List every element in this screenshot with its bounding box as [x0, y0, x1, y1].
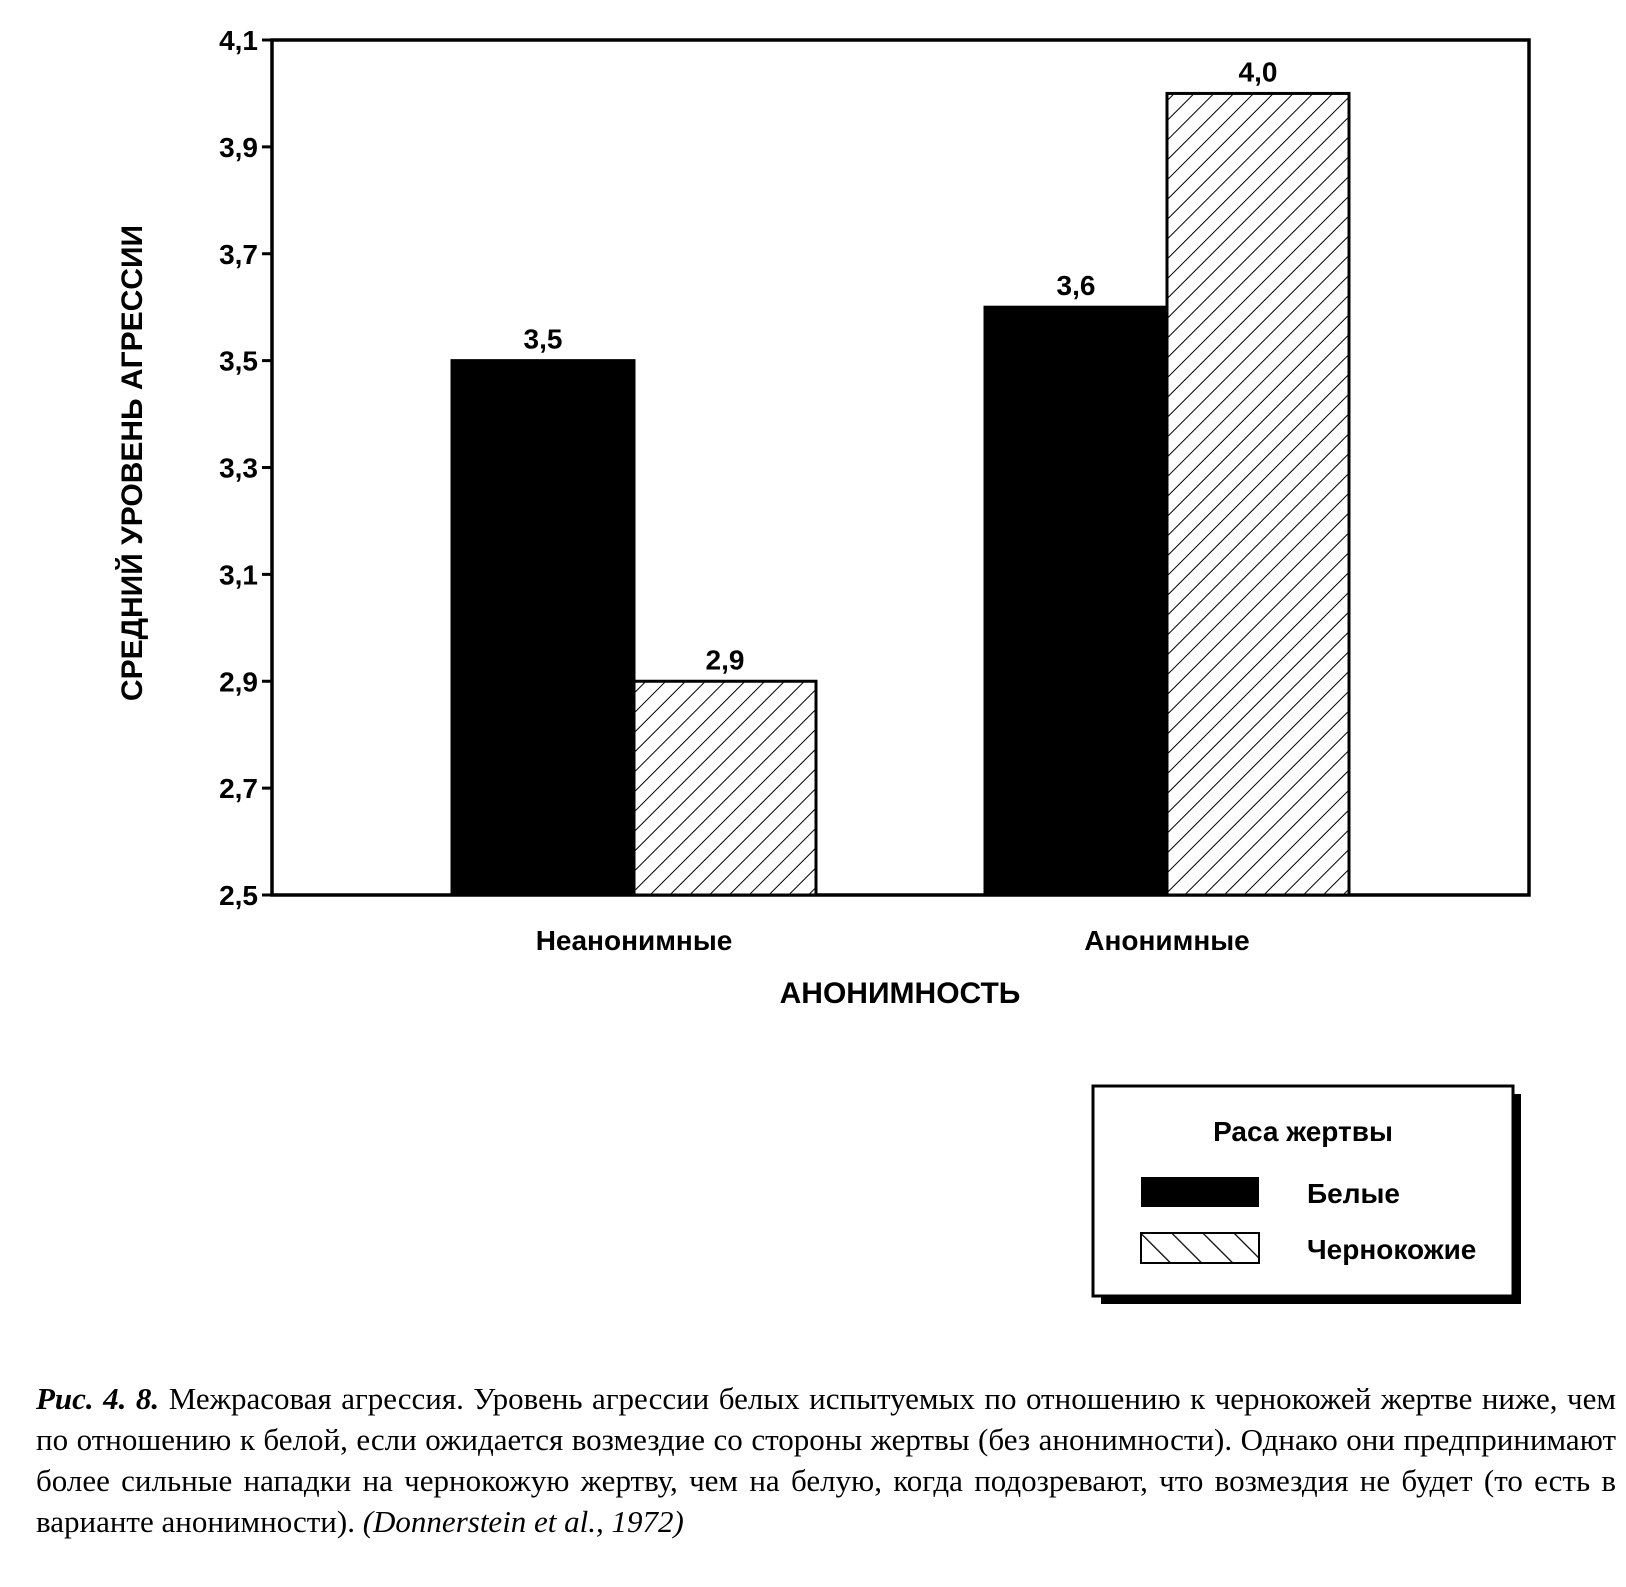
- bar-value-label: 2,9: [705, 644, 745, 676]
- bar-black-0: [634, 681, 816, 895]
- legend: [1093, 1086, 1521, 1304]
- legend-swatch-white: [1141, 1177, 1259, 1207]
- y-tick-label: 2,5: [219, 880, 258, 911]
- category-labels: [536, 925, 1250, 956]
- y-tick-label: 3,3: [219, 452, 258, 484]
- y-axis-ticks: [219, 25, 272, 911]
- bar-black-1: [1167, 93, 1349, 895]
- bar-white-0: [452, 361, 634, 895]
- bar-white-1: [985, 307, 1167, 895]
- y-tick-label: 2,9: [219, 666, 258, 698]
- legend-label-black: Чернокожие: [1307, 1234, 1477, 1265]
- bar-value-label: 4,0: [1238, 56, 1278, 88]
- y-axis-label: СРЕДНИЙ УРОВЕНЬ АГРЕССИИ: [116, 224, 149, 702]
- y-tick-label: 3,9: [219, 131, 258, 163]
- caption-source: (Donnerstein et al., 1972): [362, 1504, 684, 1539]
- category-label: Неанонимные: [535, 925, 733, 956]
- bar-value-label: 3,5: [523, 323, 563, 355]
- y-tick-label: 3,7: [219, 238, 258, 270]
- category-label: Анонимные: [1084, 925, 1250, 956]
- y-tick-label: 4,1: [219, 25, 258, 56]
- y-tick-label: 3,5: [219, 345, 258, 377]
- legend-label-white: Белые: [1307, 1178, 1400, 1209]
- y-tick-label: 2,7: [219, 773, 258, 805]
- caption-text: Межрасовая агрессия. Уровень агрессии белых испытуемых по отношению к чернокожей жертве ниже, чем по отношению к белой, если ожидается возмездие со стороны жертвы (без анонимности). Однако они предпринимают более сильные нападки на чернокожую жертву, чем на белую, когда подозревают, что возмездия не будет (то есть в варианте анонимности).: [36, 1381, 1617, 1539]
- y-tick-label: 3,1: [219, 559, 258, 591]
- figure-caption: [36, 1378, 1616, 1542]
- legend-swatch-black: [1141, 1233, 1259, 1263]
- bars: [452, 93, 1349, 895]
- bar-value-label: 3,6: [1056, 270, 1096, 302]
- x-axis-label: АНОНИМНОСТЬ: [779, 977, 1021, 1010]
- legend-title: Раса жертвы: [1213, 1116, 1393, 1147]
- caption-lead: Рис. 4. 8.: [36, 1381, 160, 1416]
